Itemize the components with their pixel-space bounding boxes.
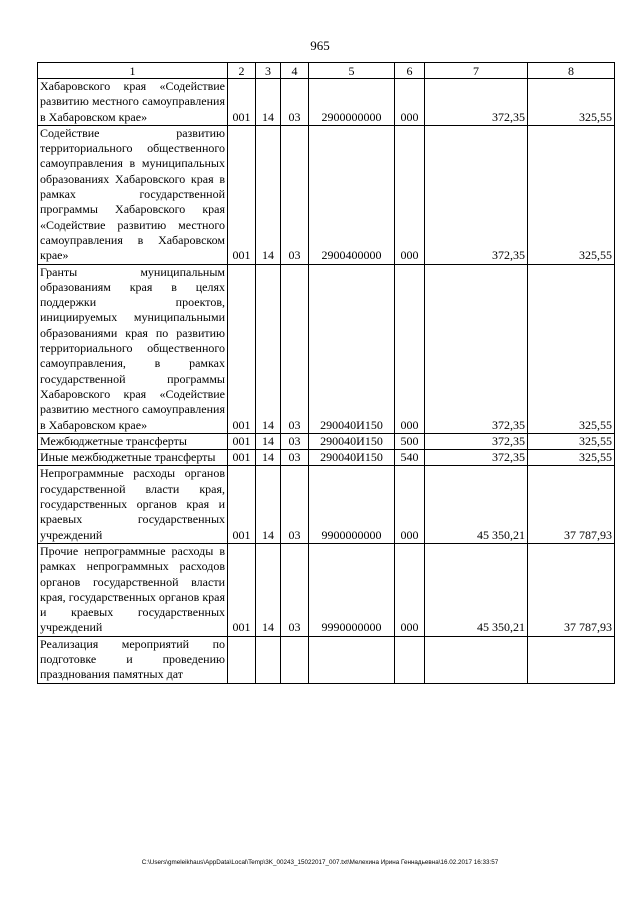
cell-amount-7: 372,35 [425,125,528,264]
cell-code-6 [395,636,425,683]
cell-code-4: 03 [281,264,309,433]
cell-amount-7: 45 350,21 [425,543,528,636]
cell-amount-7: 45 350,21 [425,466,528,543]
cell-code-6: 000 [395,466,425,543]
cell-amount-7: 372,35 [425,264,528,433]
row-name: Гранты муниципальным образованиям края в целях поддержки проектов, инициируемых муниципальными образованиями края по развитию территориального общественного самоуправления, в рамках государственной программы Хабаровского края «Содействие развитию местного самоуправления в Хабаровском крае» [38,264,228,433]
cell-code-4: 03 [281,433,309,449]
row-name: Содействие развитию территориального общественного самоуправления в муниципальных образованиях Хабаровского края в рамках государственной программы Хабаровского края «Содействие развитию местного самоуправления в Хабаровском крае» [38,125,228,264]
page-number: 965 [310,38,330,53]
table-row [38,79,615,126]
table-row [38,125,615,264]
cell-amount-7: 372,35 [425,79,528,126]
cell-amount-8: 37 787,93 [528,466,615,543]
cell-code-6: 000 [395,79,425,126]
cell-code-4: 03 [281,79,309,126]
cell-code-3: 14 [256,466,281,543]
cell-code-2: 001 [228,466,256,543]
column-header: 8 [528,63,615,79]
cell-code-6: 500 [395,433,425,449]
table-row [38,636,615,683]
cell-code-2 [228,636,256,683]
cell-amount-8: 37 787,93 [528,543,615,636]
cell-code-6: 000 [395,543,425,636]
cell-code-6: 000 [395,125,425,264]
cell-code-5: 9990000000 [309,543,395,636]
cell-code-5: 2900000000 [309,79,395,126]
cell-amount-7: 372,35 [425,433,528,449]
cell-code-2: 001 [228,450,256,466]
cell-code-2: 001 [228,543,256,636]
cell-code-4: 03 [281,450,309,466]
table-row [38,264,615,433]
column-header: 5 [309,63,395,79]
cell-amount-8: 325,55 [528,450,615,466]
cell-code-4 [281,636,309,683]
cell-amount-7: 372,35 [425,450,528,466]
cell-code-3: 14 [256,125,281,264]
cell-code-5: 290040И150 [309,433,395,449]
cell-code-3: 14 [256,450,281,466]
cell-code-4: 03 [281,466,309,543]
cell-amount-8 [528,636,615,683]
column-header: 3 [256,63,281,79]
cell-code-2: 001 [228,125,256,264]
row-name: Прочие непрограммные расходы в рамках непрограммных расходов органов государственной власти края, государственных органов края и краевых государственных учреждений [38,543,228,636]
header-row [38,63,615,79]
column-header: 7 [425,63,528,79]
column-header: 4 [281,63,309,79]
cell-code-4: 03 [281,125,309,264]
row-name: Иные межбюджетные трансферты [38,450,228,466]
cell-amount-8: 325,55 [528,125,615,264]
cell-code-2: 001 [228,264,256,433]
cell-amount-8: 325,55 [528,79,615,126]
row-name: Непрограммные расходы органов государственной власти края, государственных органов края и краевых государственных учреждений [38,466,228,543]
cell-code-5: 2900400000 [309,125,395,264]
cell-amount-7 [425,636,528,683]
table-row [38,543,615,636]
cell-code-4: 03 [281,543,309,636]
cell-code-3: 14 [256,433,281,449]
cell-code-6: 540 [395,450,425,466]
cell-code-2: 001 [228,433,256,449]
budget-table [37,62,615,684]
table-row [38,433,615,449]
cell-code-5: 290040И150 [309,264,395,433]
cell-code-3: 14 [256,79,281,126]
row-name: Межбюджетные трансферты [38,433,228,449]
row-name: Реализация мероприятий по подготовке и проведению празднования памятных дат [38,636,228,683]
cell-code-5: 290040И150 [309,450,395,466]
column-header: 1 [38,63,228,79]
cell-code-5 [309,636,395,683]
table-row [38,450,615,466]
cell-code-2: 001 [228,79,256,126]
file-path-footer: C:\Users\gmeleikhaus\AppData\Local\Temp\3K_00243_15022017_007.txt\Мелехина Ирина Геннадьевна\16.02.2017 16:33:57 [141,859,499,866]
column-header: 2 [228,63,256,79]
cell-amount-8: 325,55 [528,264,615,433]
column-header: 6 [395,63,425,79]
row-name: Хабаровского края «Содействие развитию местного самоуправления в Хабаровском крае» [38,79,228,126]
cell-code-3: 14 [256,543,281,636]
cell-code-5: 9900000000 [309,466,395,543]
cell-amount-8: 325,55 [528,433,615,449]
cell-code-3: 14 [256,264,281,433]
cell-code-3 [256,636,281,683]
cell-code-6: 000 [395,264,425,433]
table-row [38,466,615,543]
